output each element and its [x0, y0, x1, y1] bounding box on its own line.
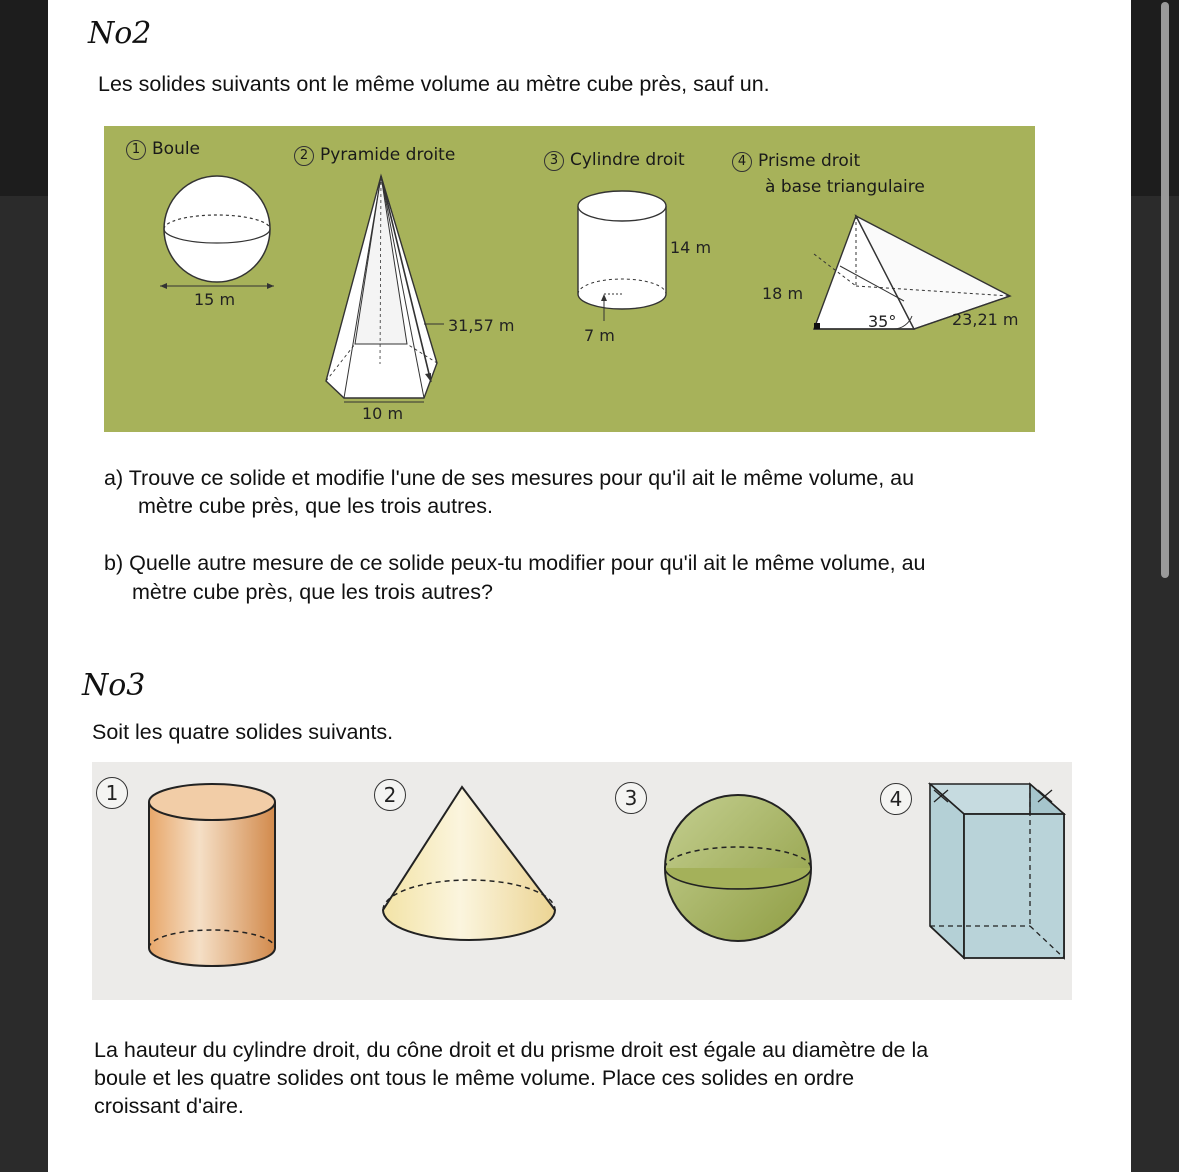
solid-4-label: 4 Prisme droit: [732, 151, 860, 172]
sphere-diameter-label: 15 m: [194, 290, 236, 309]
pyramid-base-label: 10 m: [362, 404, 404, 423]
question-b: b) Quelle autre mesure de ce solide peux-tu modifier pour qu'il ait le même volume, au: [104, 551, 926, 575]
solid-1-label: 1 Boule: [126, 139, 200, 160]
prism-angle-label: 35°: [868, 312, 897, 331]
cylinder-shape: [578, 191, 666, 321]
solid-4-label-line2: à base triangulaire: [765, 177, 925, 197]
solid-3-label: 3 Cylindre droit: [544, 150, 685, 171]
solids-figure-2: [92, 762, 1072, 1000]
prism-length-label: 23,21 m: [952, 310, 1019, 329]
rectangular-prism-shape: [930, 784, 1064, 958]
solid-number-3: 3: [615, 782, 647, 814]
solid-number-2: 2: [374, 779, 406, 811]
exercise-2-intro: Les solides suivants ont le même volume au mètre cube près, sauf un.: [98, 72, 770, 96]
exercise-2-heading: No2: [88, 16, 152, 51]
question-a: a) Trouve ce solide et modifie l'une de ses mesures pour qu'il ait le même volume, au: [104, 466, 915, 490]
exercise-3-text-line3: croissant d'aire.: [94, 1094, 244, 1118]
cylinder-height-label: 14 m: [670, 238, 712, 257]
exercise-3-text-line1: La hauteur du cylindre droit, du cône droit et du prisme droit est égale au diamètre de la: [94, 1038, 929, 1062]
exercise-3-heading: No3: [82, 668, 146, 703]
question-b-line2: mètre cube près, que les trois autres?: [132, 580, 493, 604]
solid-number-4: 4: [880, 783, 912, 815]
sphere-shape: [160, 176, 274, 289]
colored-cylinder-shape: [149, 784, 275, 966]
pyramid-height-label: 31,57 m: [448, 316, 515, 335]
colored-sphere-shape: [665, 795, 811, 941]
exercise-3-intro: Soit les quatre solides suivants.: [92, 720, 394, 744]
prism-side-label: 18 m: [762, 284, 804, 303]
pyramid-shape: [326, 176, 444, 402]
solids-figure-1: [104, 126, 1035, 432]
solids-drawing-1: [104, 126, 1035, 432]
exercise-3-text-line2: boule et les quatre solides ont tous le même volume. Place ces solides en ordre: [94, 1066, 855, 1090]
colored-cone-shape: [383, 787, 555, 940]
cylinder-radius-label: 7 m: [584, 326, 615, 345]
solid-2-label: 2 Pyramide droite: [294, 145, 455, 166]
question-a-line2: mètre cube près, que les trois autres.: [138, 494, 493, 518]
scrollbar-thumb[interactable]: [1161, 2, 1169, 578]
solid-number-1: 1: [96, 777, 128, 809]
solids-drawing-2: [92, 762, 1072, 1000]
